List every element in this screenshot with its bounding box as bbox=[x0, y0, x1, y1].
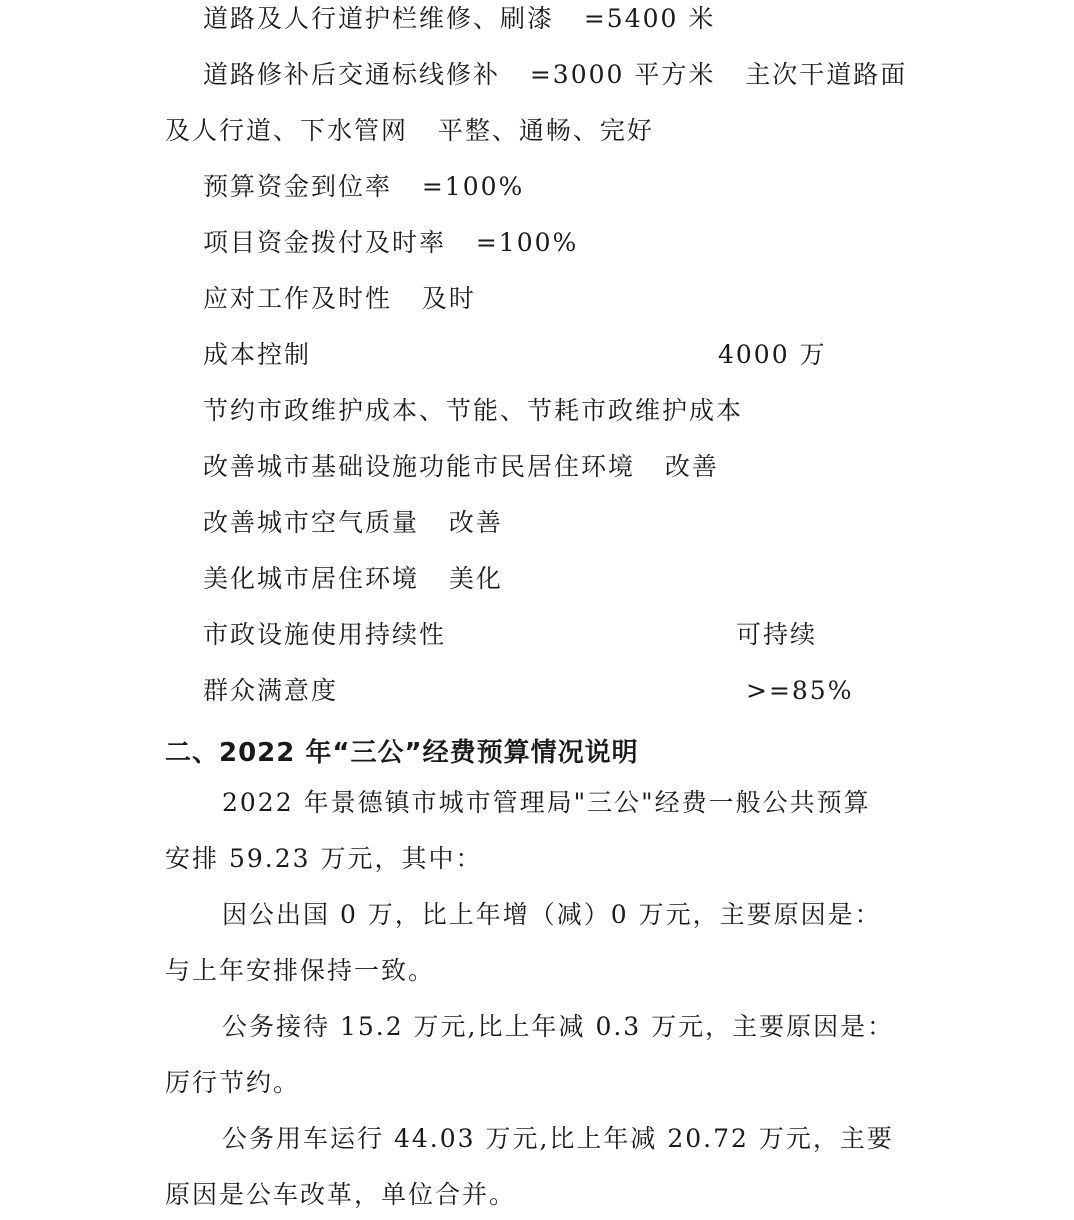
indicator-line-timeliness: 应对工作及时性 及时 bbox=[203, 284, 476, 313]
indicator-line-payment-rate: 项目资金拨付及时率 =100% bbox=[203, 228, 579, 257]
section-heading: 二、2022 年“三公”经费预算情况说明 bbox=[165, 738, 639, 768]
indicator-line-marking: 道路修补后交通标线修补 =3000 平方米 主次干道路面 bbox=[203, 60, 908, 89]
indicator-value-sustainability: 可持续 bbox=[736, 620, 818, 649]
indicator-line-road-quality: 及人行道、下水管网 平整、通畅、完好 bbox=[165, 116, 654, 145]
indicator-line-savings: 节约市政维护成本、节能、节耗市政维护成本 bbox=[203, 396, 744, 425]
indicator-line-budget-rate: 预算资金到位率 =100% bbox=[203, 172, 525, 201]
indicator-label-cost-control: 成本控制 bbox=[203, 340, 312, 369]
paragraph-vehicle-line2: 原因是公车改革，单位合并。 bbox=[165, 1180, 517, 1209]
indicator-label-sustainability: 市政设施使用持续性 bbox=[203, 620, 447, 649]
indicator-label-satisfaction: 群众满意度 bbox=[203, 676, 339, 705]
paragraph-abroad-line2: 与上年安排保持一致。 bbox=[165, 956, 436, 985]
paragraph-abroad-line1: 因公出国 0 万，比上年增（减）0 万元，主要原因是： bbox=[222, 900, 882, 929]
paragraph-total-line1: 2022 年景德镇市城市管理局"三公"经费一般公共预算 bbox=[222, 788, 871, 817]
indicator-line-infrastructure: 改善城市基础设施功能市民居住环境 改善 bbox=[203, 452, 719, 481]
paragraph-total-line2: 安排 59.23 万元，其中： bbox=[165, 844, 483, 873]
indicator-value-satisfaction: >=85% bbox=[746, 676, 854, 705]
indicator-line-beautify: 美化城市居住环境 美化 bbox=[203, 564, 503, 593]
paragraph-vehicle-line1: 公务用车运行 44.03 万元,比上年减 20.72 万元，主要 bbox=[222, 1124, 894, 1153]
indicator-line-air-quality: 改善城市空气质量 改善 bbox=[203, 508, 503, 537]
paragraph-reception-line1: 公务接待 15.2 万元,比上年减 0.3 万元，主要原因是： bbox=[222, 1012, 895, 1041]
indicator-value-cost-control: 4000 万 bbox=[718, 340, 827, 369]
paragraph-reception-line2: 厉行节约。 bbox=[165, 1068, 301, 1097]
indicator-line-guardrail: 道路及人行道护栏维修、刷漆 =5400 米 bbox=[203, 4, 716, 33]
